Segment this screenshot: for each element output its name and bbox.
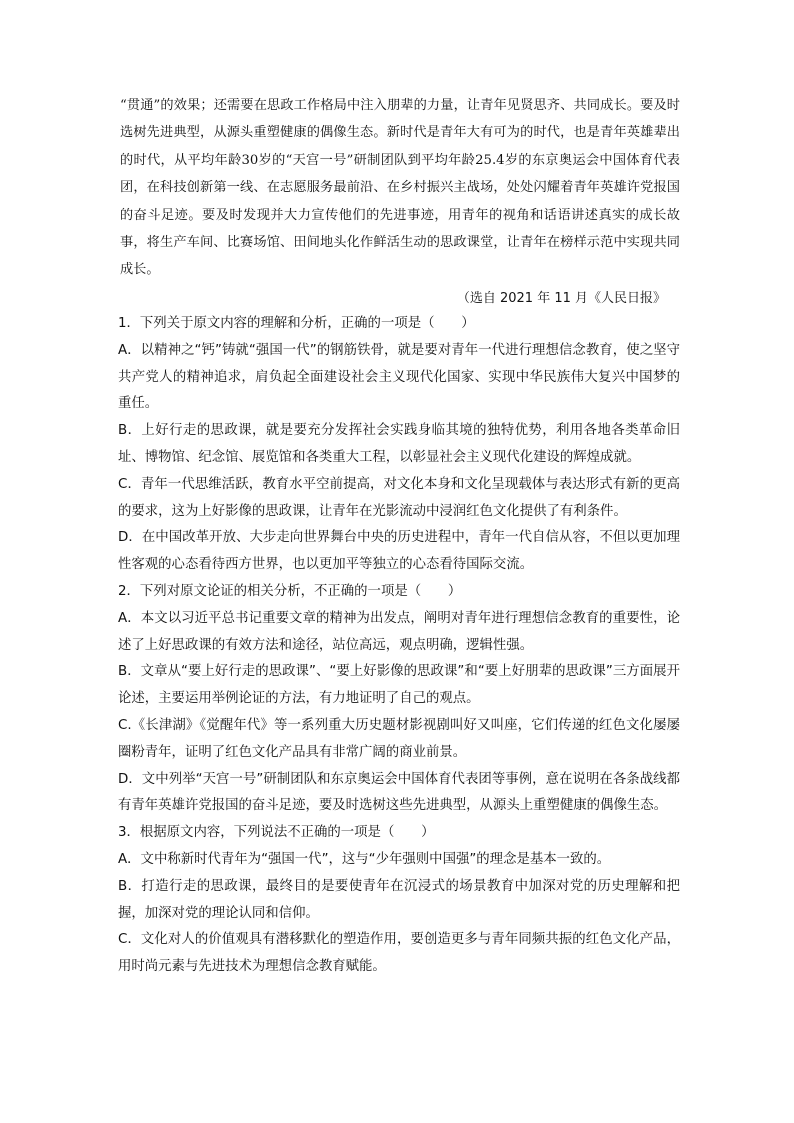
question-option: A．以精神之“钙”铸就“强国一代”的钢筋铁骨，就是要对青年一代进行理想信念教育，使之坚守共产党人的精神追求，肩负起全面建设社会主义现代化国家、实现中华民族伟大复兴中国梦的重任。 xyxy=(118,342,680,412)
question-option: A．文中称新时代青年为“强国一代”，这与“少年强则中国强”的理念是基本一致的。 xyxy=(118,851,611,867)
passage-text-block xyxy=(120,92,680,284)
question-option: C．青年一代思维活跃，教育水平空前提高，对文化本身和文化呈现载体与表达形式有新的更高的要求，这为上好影像的思政课，让青年在光影流动中浸润红色文化提供了有利条件。 xyxy=(118,476,680,519)
question-option: B．打造行走的思政课，最终目的是要使青年在沉浸式的场景教育中加深对党的历史理解和把握，加深对党的理论认同和信仰。 xyxy=(118,878,680,921)
question-option: B．上好行走的思政课，就是要充分发挥社会实践身临其境的独特优势，利用各地各类革命旧址、博物馆、纪念馆、展览馆和各类重大工程，以彰显社会主义现代化建设的辉煌成就。 xyxy=(118,423,680,465)
question-stem: 3．根据原文内容，下列说法不正确的一项是（ ） xyxy=(118,825,435,841)
question-option: C.《长津湖》《觉醒年代》等一系列重大历史题材影视剧叫好又叫座，它们传递的红色文化屡屡圈粉青年，证明了红色文化产品具有非常广阔的商业前景。 xyxy=(118,717,680,760)
question-option: D．在中国改革开放、大步走向世界舞台中央的历史进程中，青年一代自信从容，不但以更加理性客观的心态看待西方世界，也以更加平等独立的心态看待国际交流。 xyxy=(118,530,680,573)
question-stem: 1．下列关于原文内容的理解和分析，正确的一项是（ ） xyxy=(118,316,475,331)
questions-section xyxy=(118,311,680,981)
passage-paragraph: “贯通”的效果；还需要在思政工作格局中注入朋辈的力量，让青年见贤思齐、共同成长。要及时选树先进典型，从源头重塑健康的偶像生态。新时代是青年大有可为的时代，也是青年英雄辈出的时代，从平均年龄30岁的“天宫一号”研制团队到平均年龄25.4岁的东京奥运会中国体育代表团，在科技创新第一线、在志愿服务最前沿、在乡村振兴主战场，处处闪耀着青年英雄许党报国的奋斗足迹。要及时发现并大力宣传他们的先进事迹，用青年的视角和话语讲述真实的成长故事，将生产车间、比赛场馆、田间地头化作鲜活生动的思政课堂，让青年在榜样示范中实现共同成长。 xyxy=(120,98,680,278)
question-stem: 2．下列对原文论证的相关分析，不正确的一项是（ ） xyxy=(118,583,462,599)
passage-source: （选自 2021 年 11 月《人民日报》 xyxy=(456,291,666,306)
question-option: C．文化对人的价值观具有潜移默化的塑造作用，要创造更多与青年同频共振的红色文化产品，用时尚元素与先进技术为理想信念教育赋能。 xyxy=(118,932,680,975)
question-option: D．文中列举“天宫一号”研制团队和东京奥运会中国体育代表团等事例，意在说明在各条战线都有青年英雄许党报国的奋斗足迹，要及时选树这些先进典型，从源头上重塑健康的偶像生态。 xyxy=(118,771,680,814)
question-option: A．本文以习近平总书记重要文章的精神为出发点，阐明对青年进行理想信念教育的重要性，论述了上好思政课的有效方法和途径，站位高远，观点明确，逻辑性强。 xyxy=(118,610,680,653)
question-option: B．文章从“要上好行走的思政课”、“要上好影像的思政课”和“要上好朋辈的思政课”三方面展开论述，主要运用举例论证的方法，有力地证明了自己的观点。 xyxy=(118,664,680,707)
